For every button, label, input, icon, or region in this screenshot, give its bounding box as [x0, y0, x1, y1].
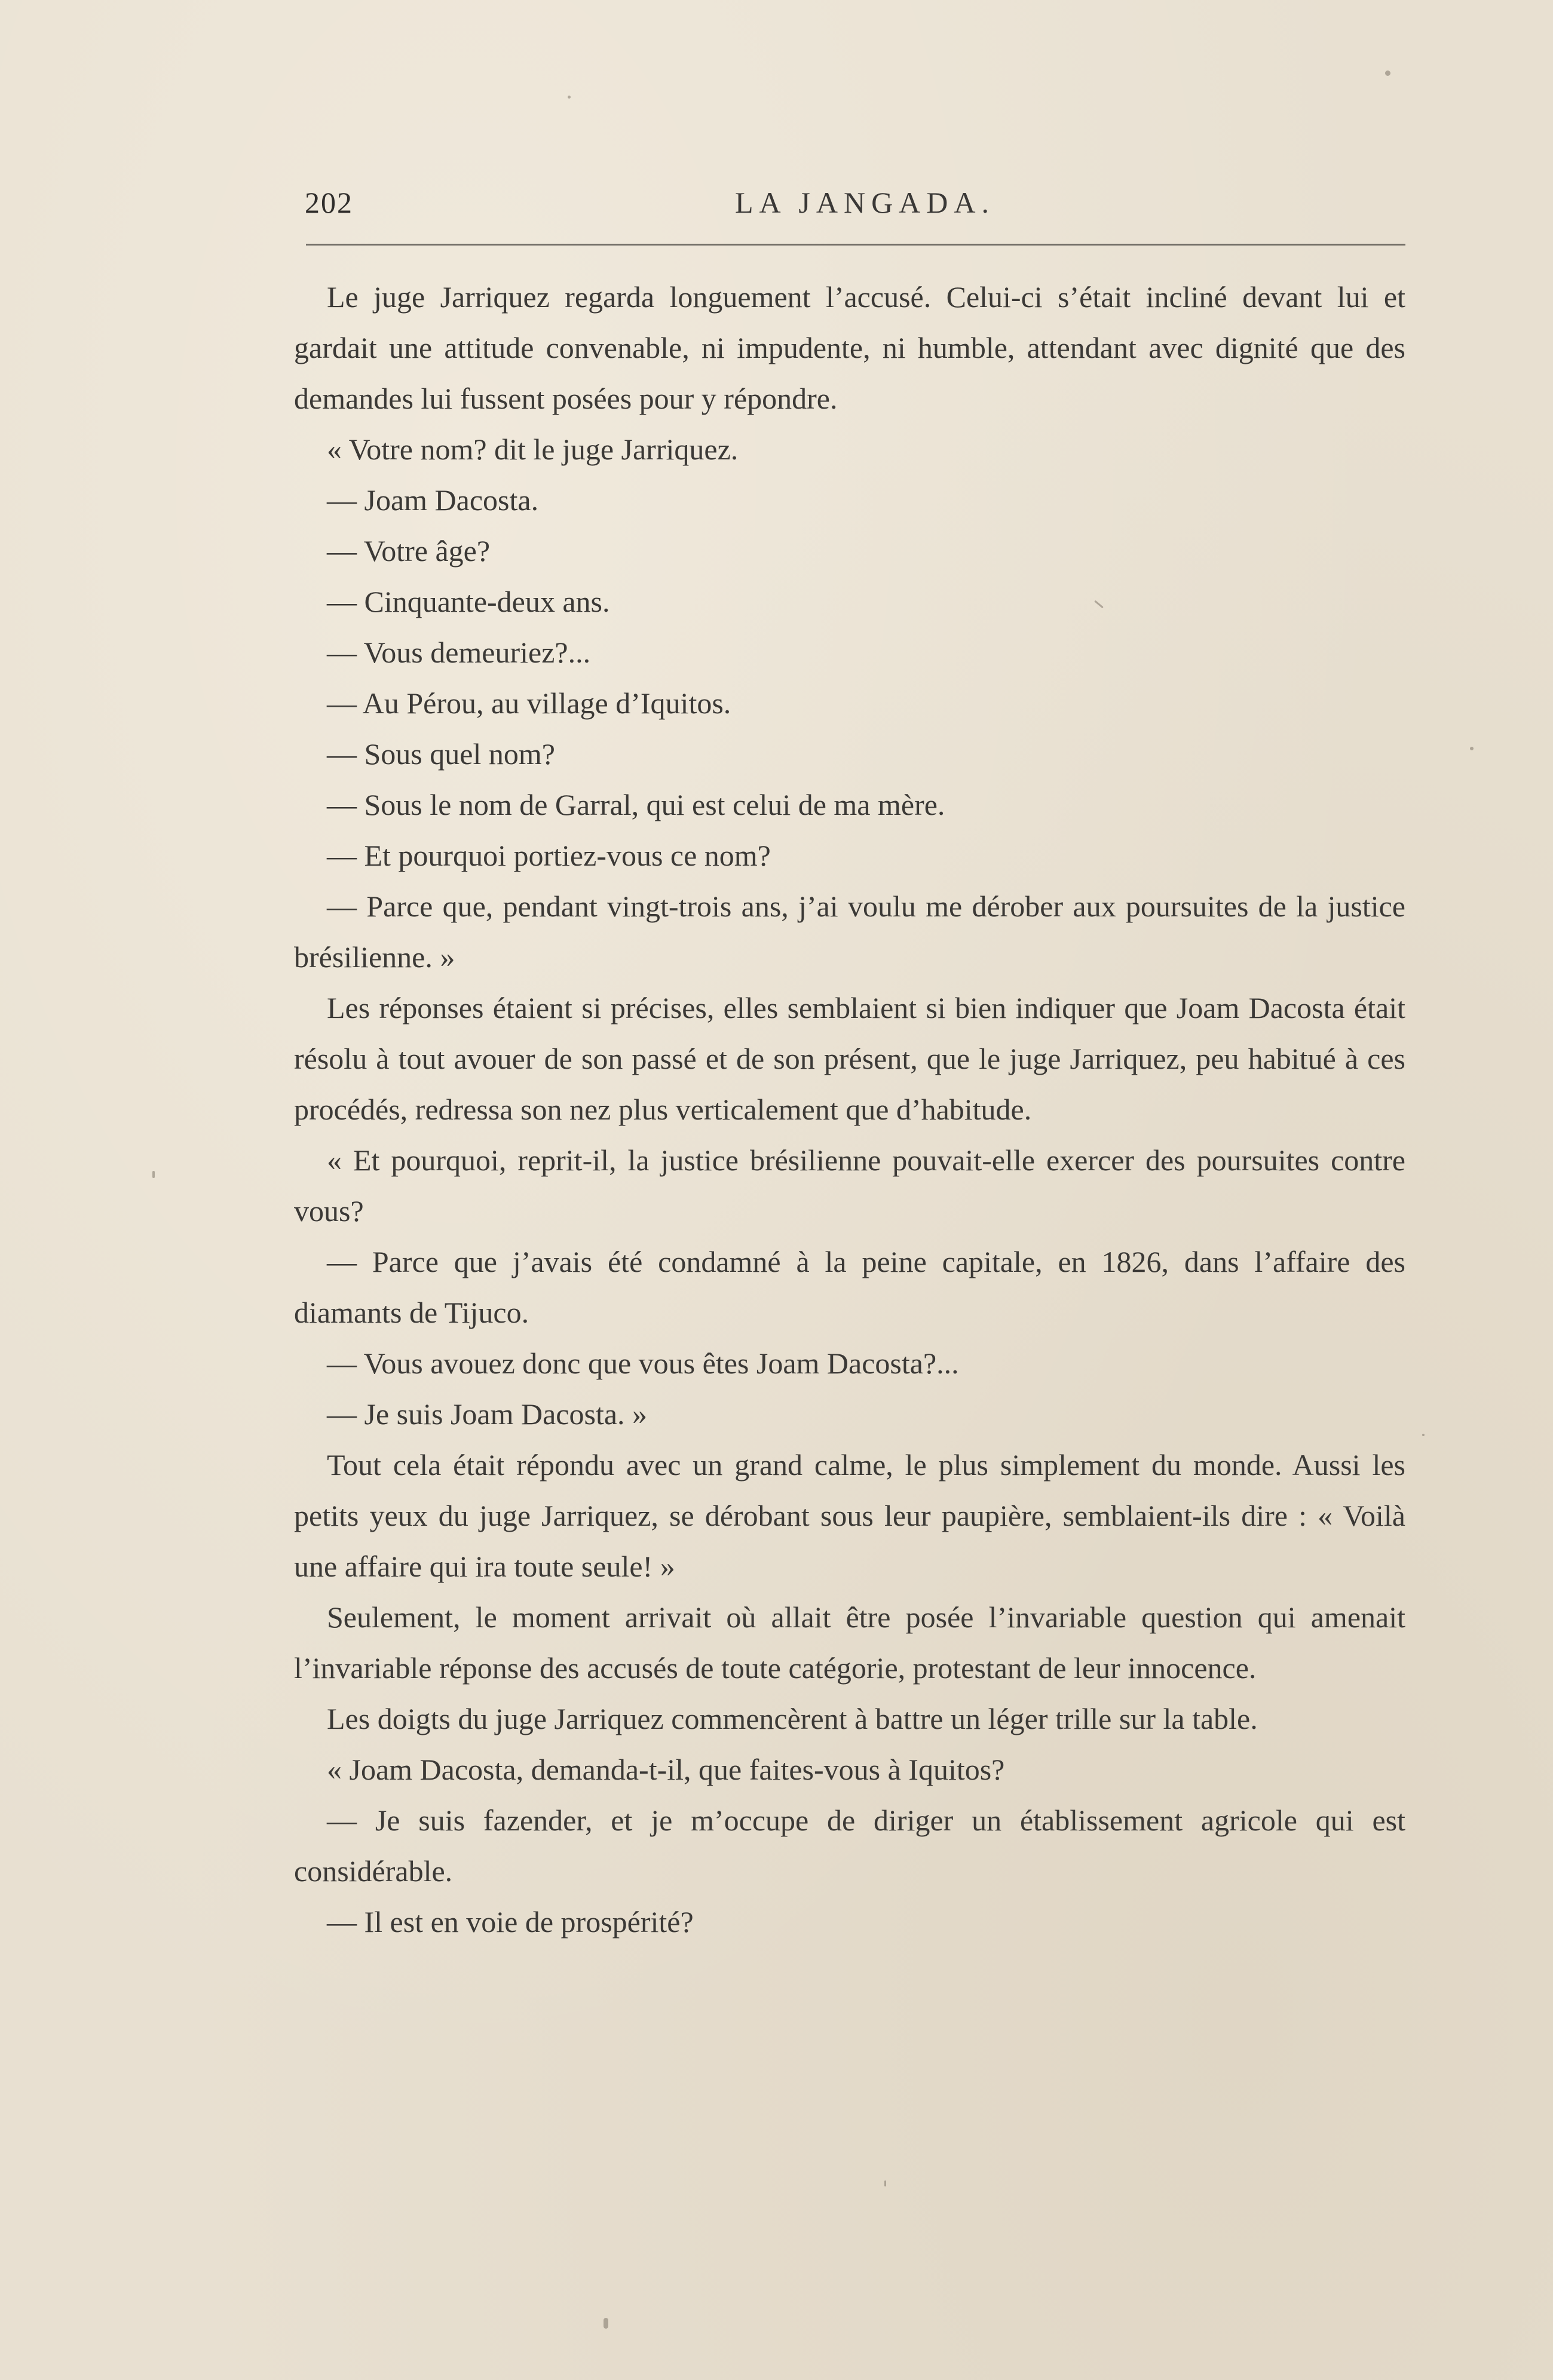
paper-speck: [1422, 1434, 1425, 1436]
dialogue-line: — Cinquante-deux ans.: [327, 585, 610, 618]
page-header: [305, 179, 1404, 245]
paper-speck: [604, 2318, 608, 2329]
dialogue-line: « Et pourquoi, reprit-il, la justice brésilienne pouvait-elle exercer des poursuites contre vous?: [294, 1143, 1405, 1228]
dialogue-line: — Parce que, pendant vingt-trois ans, j’ai voulu me dérober aux poursuites de la justice brésilienne. »: [294, 890, 1405, 974]
dialogue-line: — Joam Dacosta.: [327, 483, 539, 517]
paper-speck: [884, 2180, 886, 2186]
header-rule: [306, 244, 1405, 246]
paragraph: Les réponses étaient si précises, elles semblaient si bien indiquer que Joam Dacosta était résolu à tout avouer de son passé et de son présent, que le juge Jarriquez, peu habitué à ces procédés, redressa son nez plus verticalement que d’habitude.: [294, 991, 1405, 1126]
body-text: [294, 272, 1405, 1947]
paper-speck: [568, 96, 571, 99]
dialogue-line: — Et pourquoi portiez-vous ce nom?: [327, 839, 771, 872]
dialogue-line: — Sous quel nom?: [327, 737, 555, 771]
dialogue-line: — Sous le nom de Garral, qui est celui de ma mère.: [327, 788, 945, 821]
paper-speck: [1385, 70, 1390, 76]
paragraph: Tout cela était répondu avec un grand calme, le plus simplement du monde. Aussi les petits yeux du juge Jarriquez, se dérobant sous leur paupière, semblaient-ils dire : « Voilà une affaire qui ira toute seule! »: [294, 1448, 1405, 1583]
dialogue-line: — Je suis Joam Dacosta. »: [327, 1397, 648, 1431]
paragraph: Les doigts du juge Jarriquez commencèrent à battre un léger trille sur la table.: [327, 1702, 1258, 1735]
running-title: LA JANGADA.: [735, 186, 995, 219]
paragraph: Seulement, le moment arrivait où allait être posée l’invariable question qui amenait l’invariable réponse des accusés de toute catégorie, protestant de leur innocence.: [294, 1600, 1405, 1685]
dialogue-line: — Au Pérou, au village d’Iquitos.: [327, 686, 731, 720]
dialogue-line: — Vous demeuriez?...: [327, 636, 591, 669]
page-number: 202: [305, 186, 353, 219]
paragraph: Le juge Jarriquez regarda longuement l’accusé. Celui-ci s’était incliné devant lui et gardait une attitude convenable, ni impudente, ni humble, attendant avec dignité que des demandes lui fussent posées pour y répondre.: [294, 280, 1405, 415]
dialogue-line: — Il est en voie de prospérité?: [327, 1905, 694, 1939]
dialogue-line: « Joam Dacosta, demanda-t-il, que faites-vous à Iquitos?: [327, 1753, 1005, 1786]
dialogue-line: — Parce que j’avais été condamné à la peine capitale, en 1826, dans l’affaire des diamants de Tijuco.: [294, 1245, 1405, 1329]
dialogue-line: « Votre nom? dit le juge Jarriquez.: [327, 433, 739, 466]
dialogue-line: — Votre âge?: [327, 534, 491, 568]
dialogue-line: — Vous avouez donc que vous êtes Joam Dacosta?...: [327, 1347, 959, 1380]
dialogue-line: — Je suis fazender, et je m’occupe de diriger un établissement agricole qui est considérable.: [294, 1804, 1405, 1888]
paper-speck: [1470, 747, 1474, 750]
paper-speck: [152, 1171, 155, 1178]
